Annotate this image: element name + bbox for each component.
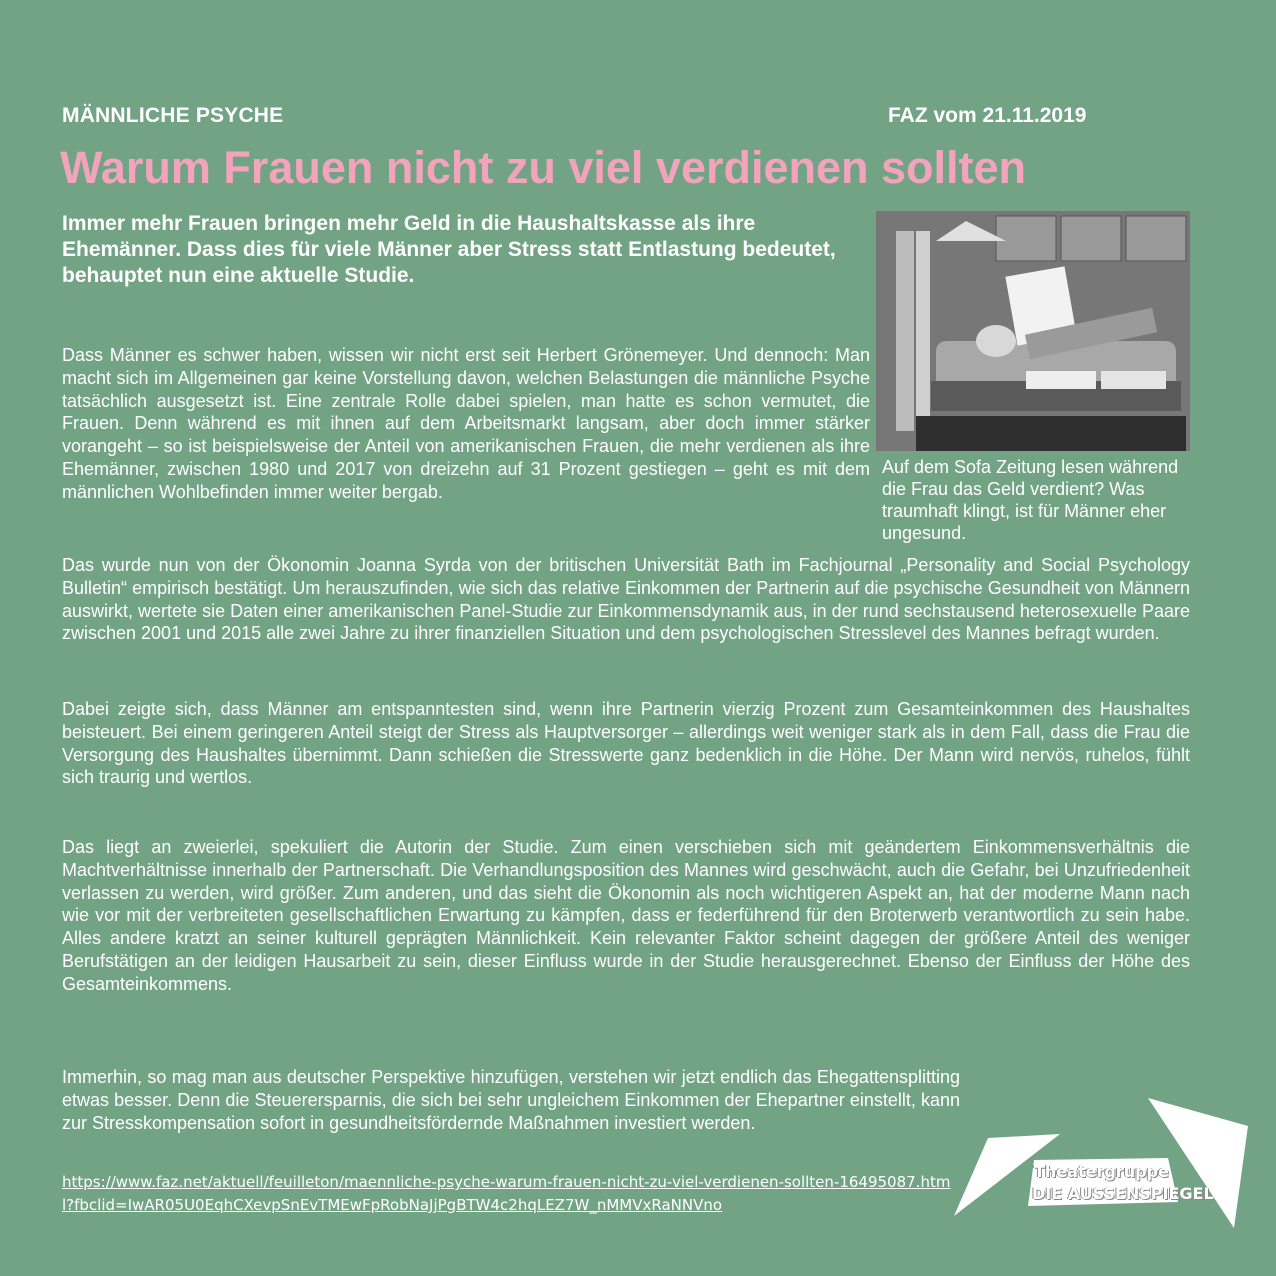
body-paragraph-3: Dabei zeigte sich, dass Männer am entspanntesten sind, wenn ihre Partnerin vierzig Prozent zum Gesamteinkommen des Haushaltes beisteuert. Bei einem geringeren Anteil steigt der Stress als Hauptversorger – allerdings weit weniger stark als in dem Fall, dass die Frau die Versorgung des Haushaltes übernimmt. Dann schießen die Stresswerte ganz bedenklich in die Höhe. Der Mann wird nervös, ruhelos, fühlt sich traurig und wertlos.: [62, 699, 1190, 788]
man-on-sofa-illustration: [876, 211, 1190, 451]
logo-line-1: Theatergruppe: [1034, 1162, 1169, 1181]
article-photo: [876, 211, 1190, 451]
body-paragraph-1: Dass Männer es schwer haben, wissen wir nicht erst seit Herbert Grönemeyer. Und dennoch: Man macht sich im Allgemeinen gar keine Vorstellung davon, welchen Belastungen die männliche Psyche tatsächlich ausgesetzt ist. Eine zentrale Rolle dabei spielen, man hatte es schon vermutet, die Frauen. Denn während es mit ihnen auf dem Arbeitsmarkt langsam, aber doch immer stärker vorangeht – so ist beispielsweise der Anteil von amerikanischen Frauen, die mehr verdienen als ihre Ehemänner, zwischen 1980 und 2017 von dreizehn auf 31 Prozent gestiegen – geht es mit dem männlichen Wohlbefinden immer weiter bergab.: [62, 345, 870, 502]
logo-line-2: DIE AUSSENSPIEGEL: [1032, 1184, 1214, 1203]
source-link[interactable]: https://www.faz.net/aktuell/feuilleton/maennliche-psyche-warum-frauen-nicht-zu-viel-verdienen-sollten-16495087.html?fbclid=IwAR05U0EqhCXevpSnEvTMEwFpRobNaJjPgBTW4c2hqLEZ7W_nMMVxRaNNVno: [62, 1173, 951, 1214]
section-kicker: MÄNNLICHE PSYCHE: [62, 104, 284, 127]
lead-paragraph: Immer mehr Frauen bringen mehr Geld in die Haushaltskasse als ihre Ehemänner. Dass dies für viele Männer aber Stress statt Entlastung bedeutet, behauptet nun eine aktuelle Studie.: [62, 212, 836, 287]
source-date: FAZ vom 21.11.2019: [888, 104, 1087, 127]
body-paragraph-4: Das liegt an zweierlei, spekuliert die Autorin der Studie. Zum einen verschieben sich mit geändertem Einkommensverhältnis die Machtverhältnisse innerhalb der Partnerschaft. Die Verhandlungsposition des Mannes wird geschwächt, auch die Gefahr, bei Unzufriedenheit verlassen zu werden, wird größer. Zum anderen, und das sieht die Ökonomin als noch wichtigeren Aspekt an, hat der moderne Mann nach wie vor mit der verbreiteten gesellschaftlichen Erwartung zu kämpfen, dass er federführend für den Broterwerb verantwortlich zu sein habe. Alles andere kratzt an seiner kulturell geprägten Männlichkeit. Kein relevanter Faktor scheint dagegen der größere Anteil des weniger Berufstätigen an der leidigen Hausarbeit zu sein, dieser Einfluss wurde in der Studie herausgerechnet. Ebenso der Einfluss der Höhe des Gesamteinkommens.: [62, 837, 1190, 994]
page-title: Warum Frauen nicht zu viel verdienen sollten: [60, 142, 1027, 193]
photo-caption: Auf dem Sofa Zeitung lesen während die Frau das Geld verdient? Was traumhaft klingt, ist für Männer eher ungesund.: [882, 457, 1179, 543]
body-paragraph-5: Immerhin, so mag man aus deutscher Perspektive hinzufügen, verstehen wir jetzt endlich das Ehegattensplitting etwas besser. Denn die Steuerersparnis, die sich bei sehr ungleichem Einkommen der Ehepartner einstellt, kann zur Stresskompensation sofort in gesundheitsfördernde Maßnahmen investiert werden.: [62, 1067, 960, 1133]
body-paragraph-2: Das wurde nun von der Ökonomin Joanna Syrda von der britischen Universität Bath im Fachjournal „Personality and Social Psychology Bulletin“ empirisch bestätigt. Um herauszufinden, wie sich das relative Einkommen der Partnerin auf die psychische Gesundheit von Männern auswirkt, wertete sie Daten einer amerikanischen Panel-Studie zur Einkommensdynamik aus, in der rund sechstausend heterosexuelle Paare zwischen 2001 und 2015 alle zwei Jahre zu ihrer finanziellen Situation und dem psychologischen Stresslevel des Mannes befragt wurden.: [62, 555, 1190, 644]
